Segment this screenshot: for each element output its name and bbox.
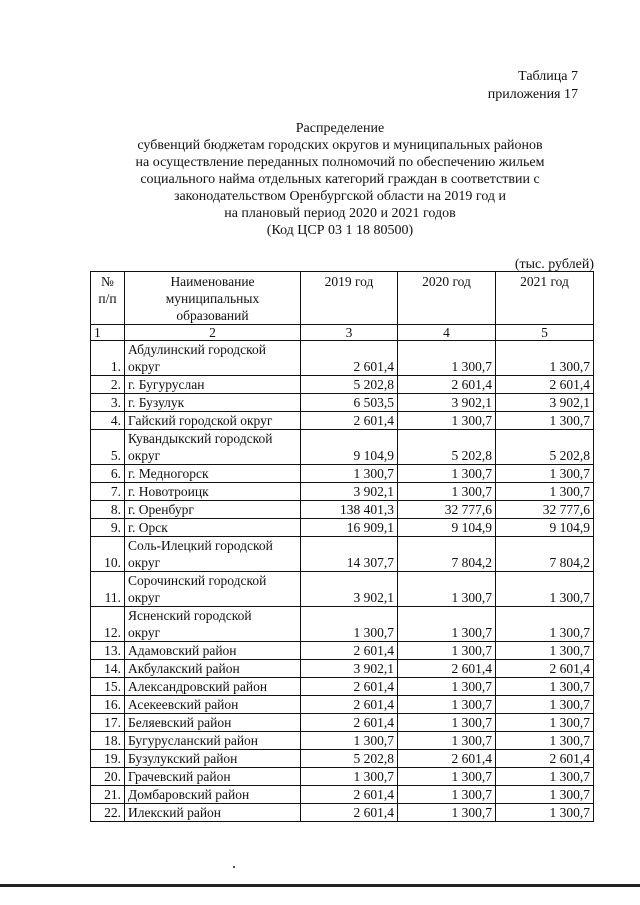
title-line: социального найма отдельных категорий граждан в соответствии с bbox=[140, 172, 540, 187]
value-2020: 1 300,7 bbox=[398, 642, 496, 660]
municipality-name bbox=[125, 537, 301, 572]
value-2019: 5 202,8 bbox=[301, 376, 398, 394]
value-2020: 1 300,7 bbox=[398, 732, 496, 750]
row-number: 1. bbox=[91, 341, 125, 376]
table-row bbox=[91, 786, 594, 804]
municipality-name bbox=[125, 376, 301, 394]
municipality-name bbox=[125, 750, 301, 768]
title-line: субвенций бюджетам городских округов и муниципальных районов bbox=[137, 138, 543, 153]
allocation-table bbox=[90, 271, 594, 822]
table-row bbox=[91, 607, 594, 642]
municipality-name-line: Сорочинский городской bbox=[128, 573, 267, 588]
table-row bbox=[91, 696, 594, 714]
row-number: 2. bbox=[91, 376, 125, 394]
value-2019: 138 401,3 bbox=[301, 501, 398, 519]
municipality-name bbox=[125, 519, 301, 537]
value-2021: 1 300,7 bbox=[496, 607, 594, 642]
municipality-name-line: г. Бугуруслан bbox=[128, 377, 205, 392]
appendix-label: приложения 17 bbox=[487, 87, 578, 102]
municipality-name bbox=[125, 341, 301, 376]
title-line: на осуществление переданных полномочий по обеспечению жильем bbox=[135, 155, 545, 170]
value-2021: 2 601,4 bbox=[496, 750, 594, 768]
value-2019: 6 503,5 bbox=[301, 394, 398, 412]
table-row bbox=[91, 660, 594, 678]
value-2019: 1 300,7 bbox=[301, 732, 398, 750]
value-2020: 1 300,7 bbox=[398, 714, 496, 732]
value-2021: 1 300,7 bbox=[496, 572, 594, 607]
table-row bbox=[91, 678, 594, 696]
municipality-name-line: Кувандыкский городской bbox=[128, 431, 273, 446]
value-2020: 2 601,4 bbox=[398, 660, 496, 678]
table-row bbox=[91, 768, 594, 786]
value-2020: 7 804,2 bbox=[398, 537, 496, 572]
value-2021: 1 300,7 bbox=[496, 341, 594, 376]
row-number: 17. bbox=[91, 714, 125, 732]
value-2019: 1 300,7 bbox=[301, 607, 398, 642]
row-number: 7. bbox=[91, 483, 125, 501]
table-row bbox=[91, 732, 594, 750]
column-number: 4 bbox=[398, 325, 496, 341]
municipality-name bbox=[125, 572, 301, 607]
value-2020: 1 300,7 bbox=[398, 678, 496, 696]
municipality-name bbox=[125, 412, 301, 430]
column-number: 2 bbox=[125, 325, 301, 341]
value-2019: 2 601,4 bbox=[301, 804, 398, 822]
table-row bbox=[91, 804, 594, 822]
value-2019: 9 104,9 bbox=[301, 430, 398, 465]
table-row bbox=[91, 537, 594, 572]
value-2021: 1 300,7 bbox=[496, 768, 594, 786]
row-number: 8. bbox=[91, 501, 125, 519]
row-number: 10. bbox=[91, 537, 125, 572]
value-2020: 1 300,7 bbox=[398, 607, 496, 642]
municipality-name-line: г. Оренбург bbox=[128, 502, 194, 517]
value-2020: 9 104,9 bbox=[398, 519, 496, 537]
value-2020: 1 300,7 bbox=[398, 412, 496, 430]
document-title bbox=[80, 120, 600, 239]
value-2020: 1 300,7 bbox=[398, 483, 496, 501]
value-2021: 1 300,7 bbox=[496, 642, 594, 660]
value-2020: 1 300,7 bbox=[398, 786, 496, 804]
value-2021: 1 300,7 bbox=[496, 804, 594, 822]
municipality-name bbox=[125, 678, 301, 696]
value-2021: 1 300,7 bbox=[496, 465, 594, 483]
municipality-name bbox=[125, 714, 301, 732]
row-number: 5. bbox=[91, 430, 125, 465]
value-2021: 1 300,7 bbox=[496, 483, 594, 501]
value-2019: 3 902,1 bbox=[301, 572, 398, 607]
municipality-name-line: Абдулинский городской bbox=[128, 342, 266, 357]
value-2019: 14 307,7 bbox=[301, 537, 398, 572]
value-2021: 9 104,9 bbox=[496, 519, 594, 537]
row-number: 14. bbox=[91, 660, 125, 678]
row-number: 11. bbox=[91, 572, 125, 607]
row-number: 16. bbox=[91, 696, 125, 714]
value-2020: 2 601,4 bbox=[398, 376, 496, 394]
value-2019: 5 202,8 bbox=[301, 750, 398, 768]
municipality-name-line: округ bbox=[128, 625, 161, 640]
value-2020: 2 601,4 bbox=[398, 750, 496, 768]
municipality-name bbox=[125, 430, 301, 465]
value-2020: 32 777,6 bbox=[398, 501, 496, 519]
row-number: 18. bbox=[91, 732, 125, 750]
value-2019: 3 902,1 bbox=[301, 483, 398, 501]
municipality-name bbox=[125, 786, 301, 804]
municipality-name bbox=[125, 768, 301, 786]
value-2020: 1 300,7 bbox=[398, 804, 496, 822]
value-2019: 2 601,4 bbox=[301, 678, 398, 696]
municipality-name-line: Соль-Илецкий городской bbox=[128, 538, 273, 553]
value-2019: 1 300,7 bbox=[301, 768, 398, 786]
value-2020: 5 202,8 bbox=[398, 430, 496, 465]
value-2021: 5 202,8 bbox=[496, 430, 594, 465]
value-2019: 3 902,1 bbox=[301, 660, 398, 678]
row-number: 6. bbox=[91, 465, 125, 483]
municipality-name bbox=[125, 483, 301, 501]
row-number: 15. bbox=[91, 678, 125, 696]
value-2019: 2 601,4 bbox=[301, 341, 398, 376]
municipality-name-line: Гайский городской округ bbox=[128, 413, 273, 428]
municipality-name-line: округ bbox=[128, 555, 161, 570]
municipality-name-line: г. Новотроицк bbox=[128, 484, 209, 499]
value-2019: 2 601,4 bbox=[301, 412, 398, 430]
municipality-name-line: Акбулакский район bbox=[128, 661, 240, 676]
municipality-name-line: Бузулукский район bbox=[128, 751, 238, 766]
row-number: 22. bbox=[91, 804, 125, 822]
value-2021: 1 300,7 bbox=[496, 786, 594, 804]
municipality-name-line: округ bbox=[128, 359, 161, 374]
value-2021: 1 300,7 bbox=[496, 732, 594, 750]
municipality-name-line: Илекский район bbox=[128, 805, 222, 820]
value-2021: 32 777,6 bbox=[496, 501, 594, 519]
value-2020: 1 300,7 bbox=[398, 465, 496, 483]
value-2021: 3 902,1 bbox=[496, 394, 594, 412]
municipality-name bbox=[125, 607, 301, 642]
table-row bbox=[91, 483, 594, 501]
title-line: на плановый период 2020 и 2021 годов bbox=[224, 206, 456, 221]
value-2021: 1 300,7 bbox=[496, 714, 594, 732]
value-2020: 1 300,7 bbox=[398, 572, 496, 607]
row-number: 12. bbox=[91, 607, 125, 642]
municipality-name bbox=[125, 804, 301, 822]
municipality-name-line: г. Бузулук bbox=[128, 395, 185, 410]
value-2019: 16 909,1 bbox=[301, 519, 398, 537]
value-2020: 1 300,7 bbox=[398, 341, 496, 376]
table-row bbox=[91, 412, 594, 430]
value-2021: 1 300,7 bbox=[496, 678, 594, 696]
title-line: Распределение bbox=[295, 121, 385, 136]
column-number: 5 bbox=[496, 325, 594, 341]
value-2019: 2 601,4 bbox=[301, 642, 398, 660]
value-2020: 1 300,7 bbox=[398, 768, 496, 786]
table-row bbox=[91, 572, 594, 607]
table-row bbox=[91, 376, 594, 394]
value-2021: 2 601,4 bbox=[496, 376, 594, 394]
row-number: 13. bbox=[91, 642, 125, 660]
value-2021: 7 804,2 bbox=[496, 537, 594, 572]
row-number: 21. bbox=[91, 786, 125, 804]
value-2020: 3 902,1 bbox=[398, 394, 496, 412]
table-row bbox=[91, 430, 594, 465]
table-row bbox=[91, 714, 594, 732]
table-reference bbox=[488, 68, 578, 104]
municipality-name bbox=[125, 660, 301, 678]
header-2019: 2019 год bbox=[301, 272, 398, 325]
municipality-name bbox=[125, 642, 301, 660]
municipality-name-line: округ bbox=[128, 448, 161, 463]
column-number: 1 bbox=[91, 325, 125, 341]
municipality-name bbox=[125, 394, 301, 412]
table-row bbox=[91, 750, 594, 768]
title-line: законодательством Оренбургской области на 2019 год и bbox=[173, 189, 507, 204]
municipality-name bbox=[125, 696, 301, 714]
municipality-name-line: округ bbox=[128, 590, 161, 605]
header-2020: 2020 год bbox=[398, 272, 496, 325]
budget-code: (Код ЦСР 03 1 18 80500) bbox=[266, 223, 414, 238]
municipality-name bbox=[125, 465, 301, 483]
municipality-name-line: Беляевский район bbox=[128, 715, 232, 730]
municipality-name-line: Адамовский район bbox=[128, 643, 237, 658]
row-number: 19. bbox=[91, 750, 125, 768]
value-2021: 1 300,7 bbox=[496, 412, 594, 430]
municipality-name-line: Александровский район bbox=[128, 679, 268, 694]
table-label: Таблица 7 bbox=[518, 69, 578, 84]
municipality-name bbox=[125, 732, 301, 750]
table-row bbox=[91, 501, 594, 519]
table-row bbox=[91, 394, 594, 412]
municipality-name-line: Бугурусланский район bbox=[128, 733, 259, 748]
value-2021: 2 601,4 bbox=[496, 660, 594, 678]
municipality-name-line: г. Медногорск bbox=[128, 466, 209, 481]
municipality-name bbox=[125, 501, 301, 519]
value-2019: 1 300,7 bbox=[301, 465, 398, 483]
table-row bbox=[91, 465, 594, 483]
table-row bbox=[91, 341, 594, 376]
units-note: (тыс. рублей) bbox=[514, 257, 594, 272]
column-number: 3 bbox=[301, 325, 398, 341]
table-row bbox=[91, 642, 594, 660]
table-row bbox=[91, 519, 594, 537]
municipality-name-line: Асекеевский район bbox=[128, 697, 239, 712]
value-2021: 1 300,7 bbox=[496, 696, 594, 714]
table-header-row bbox=[91, 272, 594, 325]
row-number: 4. bbox=[91, 412, 125, 430]
scan-speck bbox=[233, 866, 235, 868]
row-number: 3. bbox=[91, 394, 125, 412]
value-2019: 2 601,4 bbox=[301, 786, 398, 804]
row-number: 20. bbox=[91, 768, 125, 786]
header-num: № п/п bbox=[91, 272, 125, 325]
value-2019: 2 601,4 bbox=[301, 714, 398, 732]
value-2019: 2 601,4 bbox=[301, 696, 398, 714]
column-number-row bbox=[91, 325, 594, 341]
municipality-name-line: Грачевский район bbox=[128, 769, 231, 784]
municipality-name-line: Домбаровский район bbox=[128, 787, 250, 802]
row-number: 9. bbox=[91, 519, 125, 537]
municipality-name-line: Ясненский городской bbox=[128, 608, 252, 623]
header-2021: 2021 год bbox=[496, 272, 594, 325]
header-name: Наименование муниципальных образований bbox=[125, 272, 301, 325]
page-bottom-edge bbox=[0, 884, 640, 887]
municipality-name-line: г. Орск bbox=[128, 520, 168, 535]
value-2020: 1 300,7 bbox=[398, 696, 496, 714]
